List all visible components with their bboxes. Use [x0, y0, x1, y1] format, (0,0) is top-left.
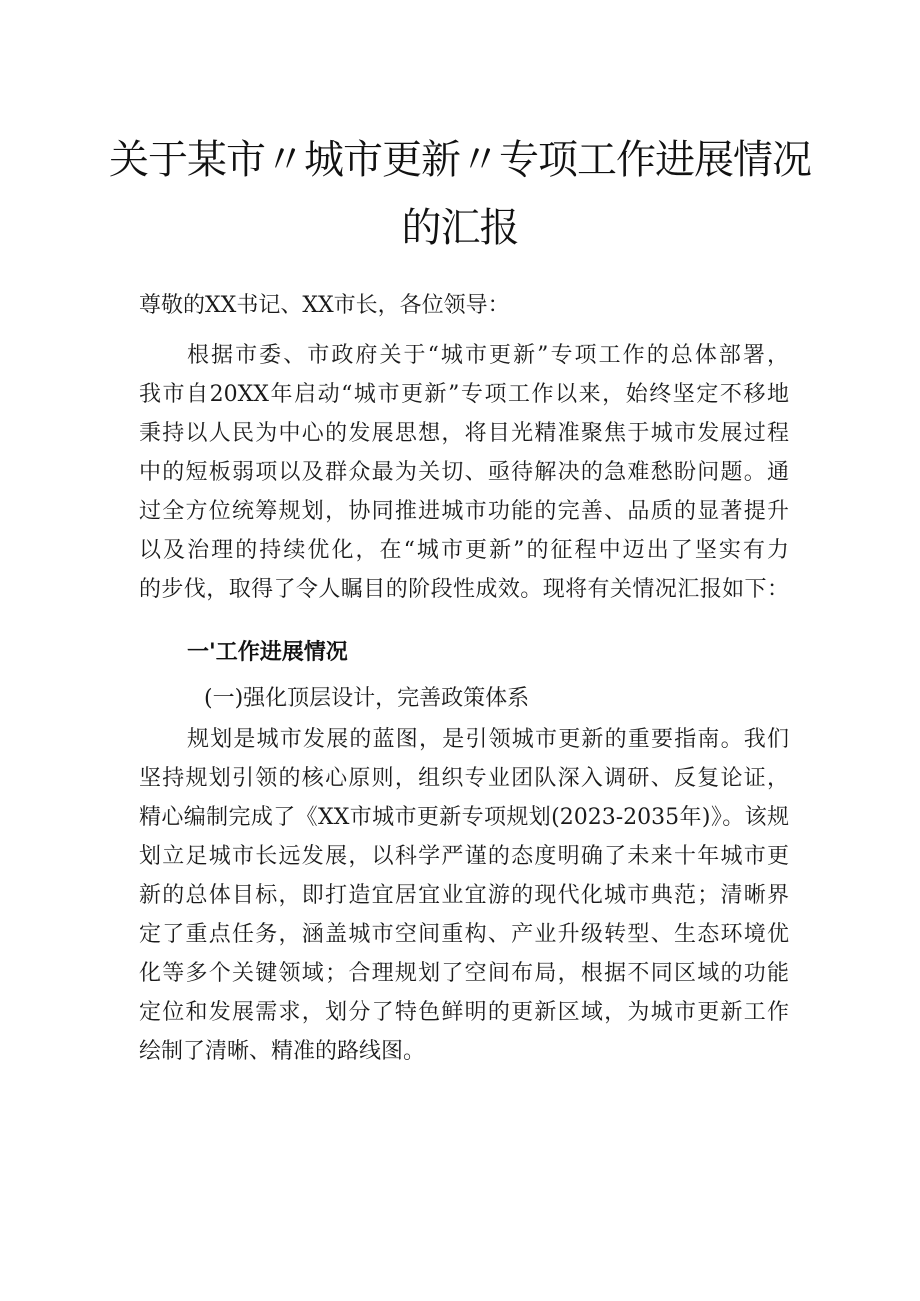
intro-paragraph-line: 中的短板弱项以及群众最为关切、亟待解决的急难愁盼问题。通 — [139, 460, 789, 485]
body-paragraph-line: 坚持规划引领的核心原则，组织专业团队深入调研、反复论证， — [139, 766, 789, 791]
intro-paragraph-line: 秉持以人民为中心的发展思想，将目光精准聚焦于城市发展过程 — [139, 421, 789, 446]
intro-paragraph-line: 根据市委、市政府关于“城市更新”专项工作的总体部署， — [187, 343, 789, 368]
body-paragraph-line: 定了重点任务，涵盖城市空间重构、产业升级转型、生态环境优 — [139, 922, 789, 947]
body-paragraph-line: 划立足城市长远发展，以科学严谨的态度明确了未来十年城市更 — [139, 844, 789, 869]
body-paragraph-line: 规划是城市发展的蓝图，是引领城市更新的重要指南。我们 — [187, 727, 789, 752]
subsection-heading: (一)强化顶层设计，完善政策体系 — [204, 686, 530, 711]
document-title-line-1: 关于某市〃城市更新〃专项工作进展情况 — [109, 137, 811, 183]
section-heading: 一'工作进展情况 — [187, 640, 348, 665]
body-paragraph-line: 定位和发展需求，划分了特色鲜明的更新区域，为城市更新工作 — [139, 1000, 789, 1025]
body-paragraph-line: 化等多个关键领域；合理规划了空间布局，根据不同区域的功能 — [139, 961, 789, 986]
document-title-line-2: 的汇报 — [401, 205, 519, 251]
body-paragraph-line: 精心编制完成了《XX市城市更新专项规划(2023-2035年)》。该规 — [139, 805, 789, 830]
intro-paragraph-line: 我市自20XX年启动“城市更新”专项工作以来，始终坚定不移地 — [139, 382, 789, 407]
intro-paragraph-line: 的步伐，取得了令人瞩目的阶段性成效。现将有关情况汇报如下： — [139, 577, 789, 602]
body-paragraph-line: 绘制了清晰、精准的路线图。 — [139, 1039, 426, 1064]
salutation: 尊敬的XX书记、XX市长，各位领导： — [139, 293, 510, 318]
intro-paragraph-line: 过全方位统筹规划，协同推进城市功能的完善、品质的显著提升 — [139, 499, 789, 524]
intro-paragraph-line: 以及治理的持续优化，在“城市更新”的征程中迈出了坚实有力 — [139, 538, 789, 563]
body-paragraph-line: 新的总体目标，即打造宜居宜业宜游的现代化城市典范；清晰界 — [139, 883, 789, 908]
